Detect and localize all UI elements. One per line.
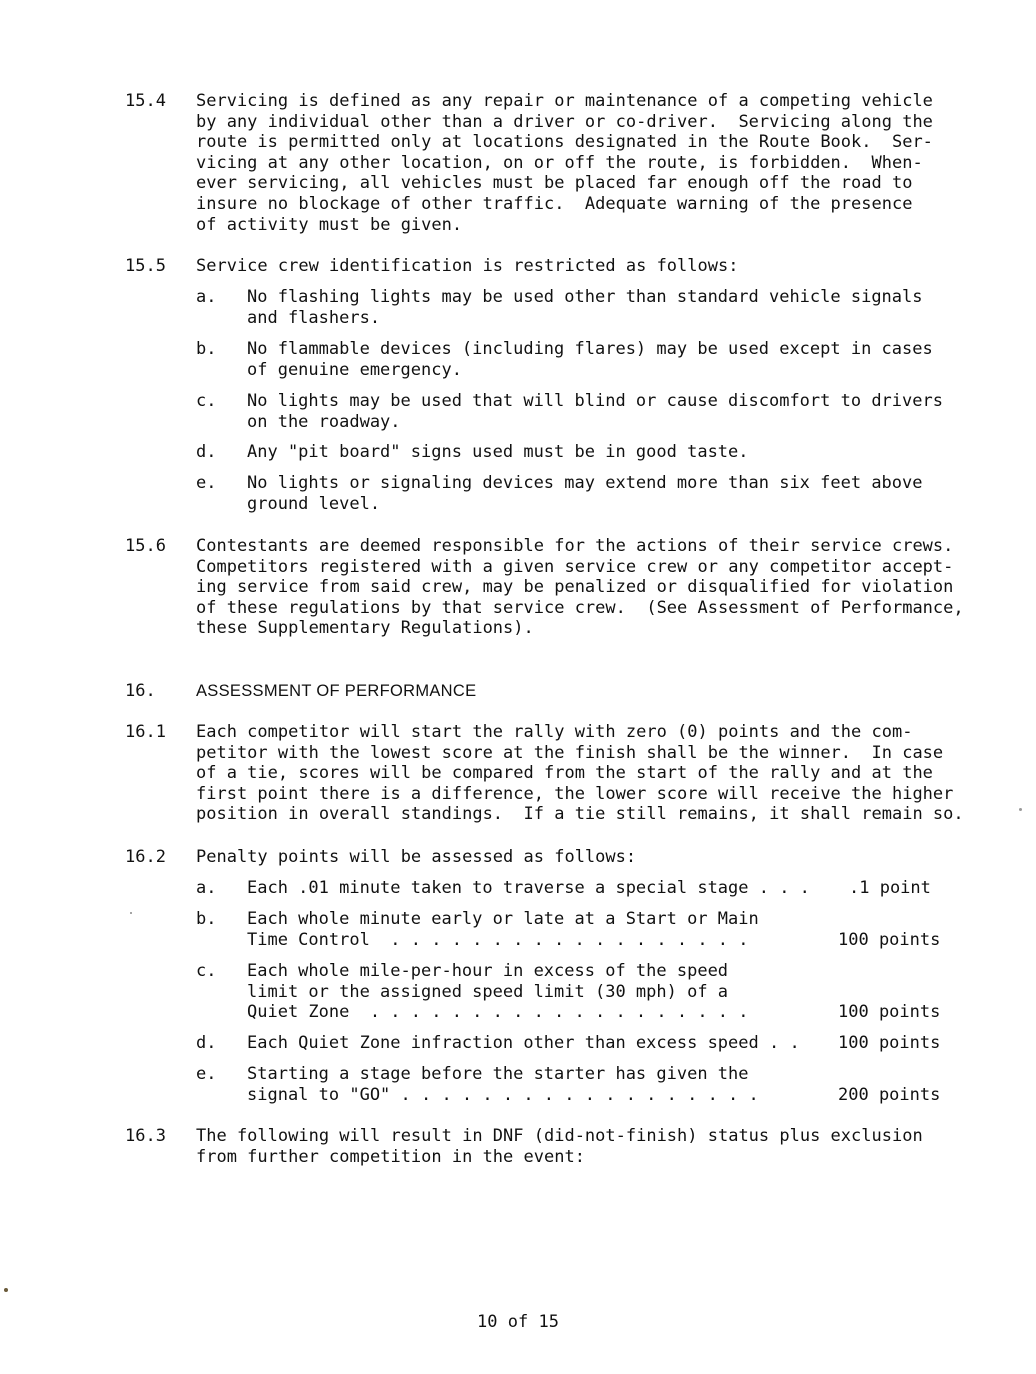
text-line: No lights may be used that will blind or cause discomfort to drivers [247, 391, 943, 411]
item-text [247, 442, 967, 463]
text-line: Each .01 minute taken to traverse a special stage . . . [247, 878, 810, 898]
text-line: Any "pit board" signs used must be in good taste. [247, 442, 749, 462]
text-line: Starting a stage before the starter has given the [247, 1064, 749, 1084]
penalty-points: 200 points [838, 1084, 941, 1105]
text-line: and flashers. [247, 307, 381, 328]
penalty-points: 100 points [838, 1002, 941, 1023]
penalty-points: 100 points [838, 929, 941, 950]
text-line: Each whole mile-per-hour in excess of the speed [247, 961, 729, 981]
text-line: of a tie, scores will be compared from the start of the rally and at the [196, 763, 933, 784]
text-line: Servicing is defined as any repair or maintenance of a competing vehicle [196, 91, 933, 111]
section-text [196, 536, 996, 639]
text-line: Contestants are deemed responsible for the actions of their service crews. [196, 536, 954, 556]
text-line: Competitors registered with a given service crew or any competitor accept- [196, 556, 954, 577]
text-line: signal to "GO" . . . . . . . . . . . . . . . . . . [247, 1084, 759, 1105]
section-number: 16.2 [125, 847, 166, 867]
section-number: 15.6 [125, 536, 166, 556]
item-text [247, 473, 967, 514]
item-text [247, 391, 967, 432]
item-letter: d. [196, 442, 217, 462]
text-line: Each competitor will start the rally with zero (0) points and the com- [196, 722, 913, 742]
text-line: by any individual other than a driver or co-driver. Servicing along the [196, 111, 933, 132]
section-text [196, 722, 996, 825]
item-letter: e. [196, 1064, 217, 1084]
penalty-points: .1 point [849, 878, 931, 898]
text-line: No lights or signaling devices may extend more than six feet above [247, 473, 923, 493]
text-line: Service crew identification is restricted as follows: [196, 256, 739, 276]
text-line: Penalty points will be assessed as follows: [196, 847, 637, 867]
text-line: ever servicing, all vehicles must be placed far enough off the road to [196, 173, 913, 194]
text-line: limit or the assigned speed limit (30 mph) of a [247, 981, 729, 1002]
text-line: position in overall standings. If a tie still remains, it shall remain so. [196, 804, 964, 825]
item-letter: c. [196, 961, 217, 981]
scan-speck [130, 912, 132, 914]
text-line: route is permitted only at locations designated in the Route Book. Ser- [196, 132, 933, 153]
text-line: from further competition in the event: [196, 1146, 585, 1167]
text-line: of these regulations by that service crew. (See Assessment of Performance, [196, 597, 964, 618]
page-number: 10 of 15 [477, 1312, 559, 1332]
text-line: Quiet Zone . . . . . . . . . . . . . . . . . . . [247, 1002, 749, 1023]
text-line: Each Quiet Zone infraction other than excess speed . . [247, 1033, 800, 1053]
scan-speck [4, 1288, 8, 1292]
text-line: ing service from said crew, may be penalized or disqualified for violation [196, 577, 954, 598]
item-letter: a. [196, 878, 217, 898]
section-number: 15.5 [125, 256, 166, 276]
heading-text: ASSESSMENT OF PERFORMANCE [196, 682, 477, 700]
section-text [196, 91, 996, 235]
item-text [247, 287, 967, 328]
text-line: of genuine emergency. [247, 359, 462, 380]
text-line: vicing at any other location, on or off the route, is forbidden. When- [196, 152, 923, 173]
text-line: on the roadway. [247, 411, 401, 432]
section-heading [196, 681, 996, 702]
text-line: Each whole minute early or late at a Start or Main [247, 909, 759, 929]
section-number: 15.4 [125, 91, 166, 111]
section-intro [196, 256, 996, 277]
scan-speck [1019, 808, 1022, 811]
item-letter: b. [196, 909, 217, 929]
item-letter: b. [196, 339, 217, 359]
section-number: 16.3 [125, 1126, 166, 1146]
text-line: these Supplementary Regulations). [196, 618, 534, 639]
text-line: petitor with the lowest score at the finish shall be the winner. In case [196, 742, 944, 763]
penalty-points: 100 points [838, 1033, 941, 1053]
text-line: No flashing lights may be used other than standard vehicle signals [247, 287, 923, 307]
text-line: ground level. [247, 493, 381, 514]
section-intro [196, 847, 996, 868]
section-number: 16. [125, 681, 156, 701]
item-letter: e. [196, 473, 217, 493]
text-line: insure no blockage of other traffic. Adequate warning of the presence [196, 193, 913, 214]
text-line: first point there is a difference, the lower score will receive the higher [196, 783, 954, 804]
section-number: 16.1 [125, 722, 166, 742]
item-text [247, 339, 967, 380]
section-text [196, 1126, 996, 1167]
item-letter: a. [196, 287, 217, 307]
text-line: Time Control . . . . . . . . . . . . . . . . . . [247, 929, 749, 950]
text-line: The following will result in DNF (did-not-finish) status plus exclusion [196, 1126, 923, 1146]
item-letter: c. [196, 391, 217, 411]
text-line: No flammable devices (including flares) may be used except in cases [247, 339, 933, 359]
item-letter: d. [196, 1033, 217, 1053]
text-line: of activity must be given. [196, 214, 463, 235]
